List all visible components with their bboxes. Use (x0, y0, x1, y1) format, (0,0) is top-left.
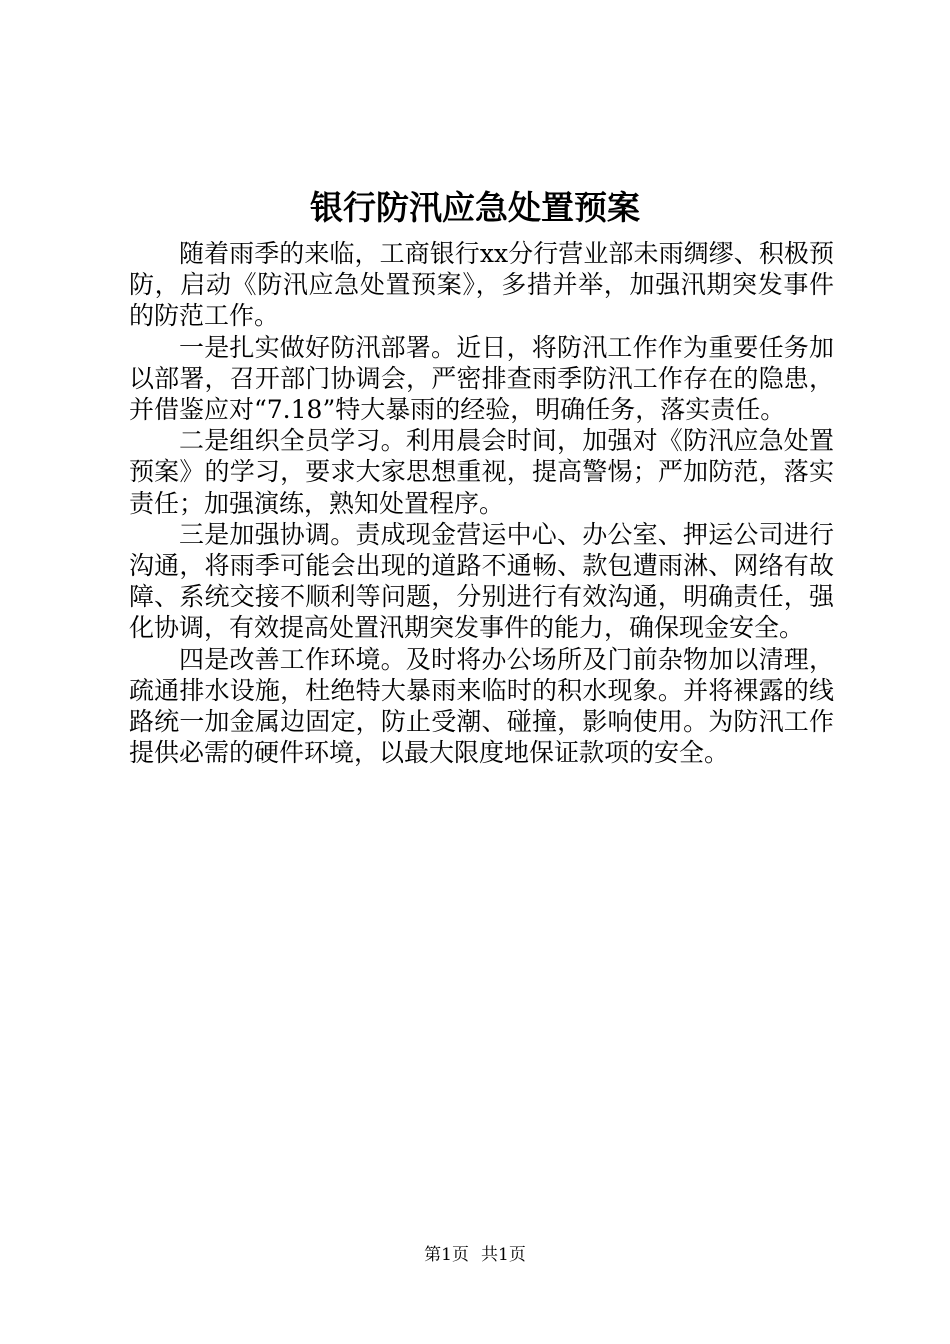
document-body (129, 238, 834, 768)
page-footer (0, 1243, 950, 1267)
paragraph-2: 二是组织全员学习。利用晨会时间，加强对《防汛应急处置预案》的学习，要求大家思想重视，提高警惕；严加防范，落实责任；加强演练，熟知处置程序。 (129, 426, 834, 518)
paragraph-4: 四是改善工作环境。及时将办公场所及门前杂物加以清理，疏通排水设施，杜绝特大暴雨来临时的积水现象。并将裸露的线路统一加金属边固定，防止受潮、碰撞，影响使用。为防汛工作提供必需的硬件环境，以最大限度地保证款项的安全。 (129, 644, 834, 768)
page-total: 共1页 (481, 1245, 526, 1265)
paragraph-3: 三是加强协调。责成现金营运中心、办公室、押运公司进行沟通，将雨季可能会出现的道路不通畅、款包遭雨淋、网络有故障、系统交接不顺利等问题，分别进行有效沟通，明确责任，强化协调，有效提高处置汛期突发事件的能力，确保现金安全。 (129, 519, 834, 643)
page-number: 第1页 (424, 1245, 469, 1265)
paragraph-1: 一是扎实做好防汛部署。近日，将防汛工作作为重要任务加以部署，召开部门协调会，严密排查雨季防汛工作存在的隐患，并借鉴应对“7.18”特大暴雨的经验，明确任务，落实责任。 (129, 332, 834, 425)
paragraph-intro: 随着雨季的来临，工商银行xx分行营业部未雨绸缪、积极预防，启动《防汛应急处置预案》，多措并举，加强汛期突发事件的防范工作。 (129, 239, 834, 331)
document-title: 银行防汛应急处置预案 (310, 188, 640, 227)
